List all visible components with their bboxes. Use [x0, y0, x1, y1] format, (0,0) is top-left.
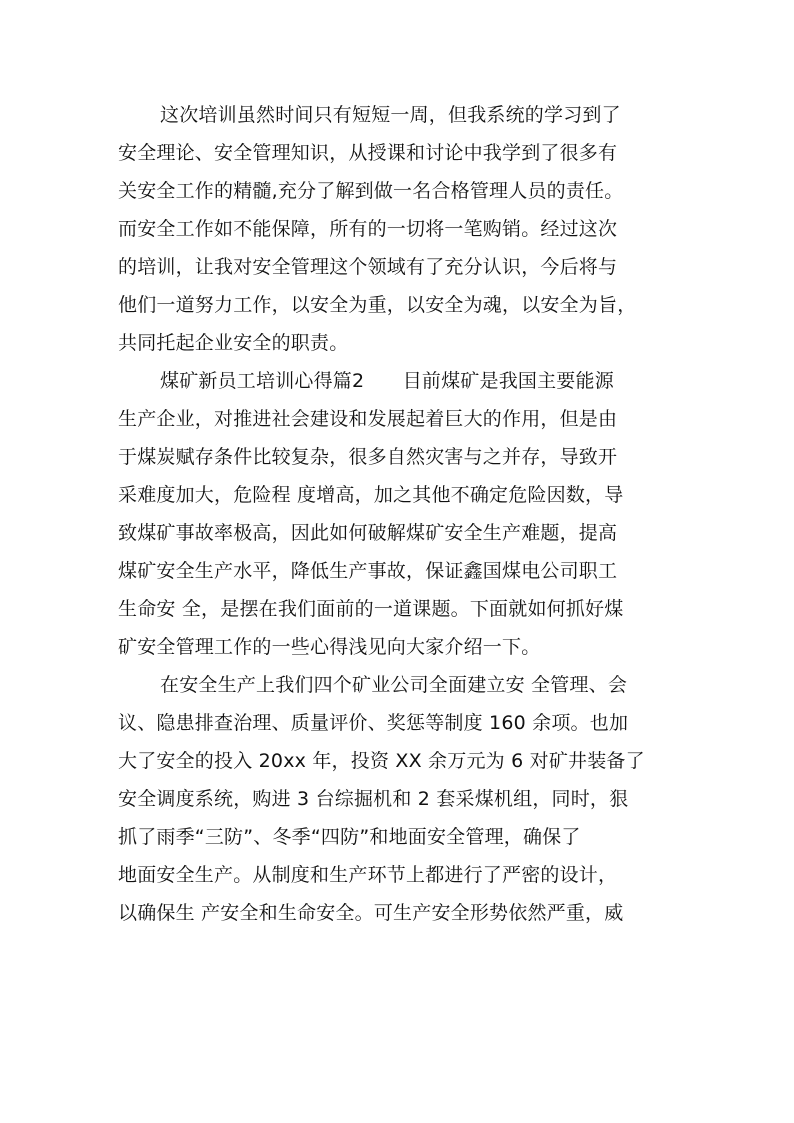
paragraph-1-line-7: 共同托起企业安全的职责。: [118, 332, 349, 354]
section-heading-line: 煤矿新员工培训心得篇2 目前煤矿是我国主要能源: [160, 370, 614, 392]
paragraph-1-line-1: 这次培训虽然时间只有短短一周，但我系统的学习到了: [160, 104, 621, 126]
paragraph-2-line-7: 生命安 全，是摆在我们面前的一道课题。下面就如何抓好煤: [118, 598, 624, 620]
paragraph-1-line-3: 关安全工作的精髓,充分了解到做一名合格管理人员的责任。: [118, 180, 624, 202]
paragraph-1-line-2: 安全理论、安全管理知识，从授课和讨论中我学到了很多有: [118, 142, 618, 164]
paragraph-3-line-2: 议、隐患排查治理、质量评价、奖惩等制度 160 余项。也加: [118, 712, 629, 734]
document-body: [118, 96, 698, 932]
paragraph-2-line-4: 采难度加大，危险程 度增高，加之其他不确定危险因数，导: [118, 484, 624, 506]
paragraph-3-line-3: 大了安全的投入 20xx 年，投资 XX 余万元为 6 对矿井装备了: [118, 750, 645, 772]
paragraph-2-line-3: 于煤炭赋存条件比较复杂，很多自然灾害与之并存，导致开: [118, 446, 618, 468]
paragraph-3-line-7: 以确保生 产安全和生命安全。可生产安全形势依然严重，威: [118, 902, 624, 924]
paragraph-2-line-8: 矿安全管理工作的一些心得浅见向大家介绍一下。: [118, 636, 541, 658]
paragraph-2-line-5: 致煤矿事故率极高，因此如何破解煤矿安全生产难题，提高: [118, 522, 618, 544]
paragraph-2-line-6: 煤矿安全生产水平，降低生产事故，保证鑫国煤电公司职工: [118, 560, 618, 582]
paragraph-1-line-4: 而安全工作如不能保障，所有的一切将一笔购销。经过这次: [118, 218, 618, 240]
paragraph-2-line-2: 生产企业，对推进社会建设和发展起着巨大的作用，但是由: [118, 408, 618, 430]
paragraph-3-line-4: 安全调度系统，购进 3 台综掘机和 2 套采煤机组，同时，狠: [118, 788, 629, 810]
paragraph-1-line-5: 的培训，让我对安全管理这个领域有了充分认识，今后将与: [118, 256, 618, 278]
paragraph-3-line-5: 抓了雨季“三防”、冬季“四防”和地面安全管理，确保了: [118, 826, 581, 848]
paragraph-1-line-6: 他们一道努力工作，以安全为重，以安全为魂，以安全为旨，: [118, 294, 637, 316]
paragraph-3-line-1: 在安全生产上我们四个矿业公司全面建立安 全管理、会: [160, 674, 628, 696]
paragraph-3-line-6: 地面安全生产。从制度和生产环节上都进行了严密的设计，: [118, 864, 618, 886]
